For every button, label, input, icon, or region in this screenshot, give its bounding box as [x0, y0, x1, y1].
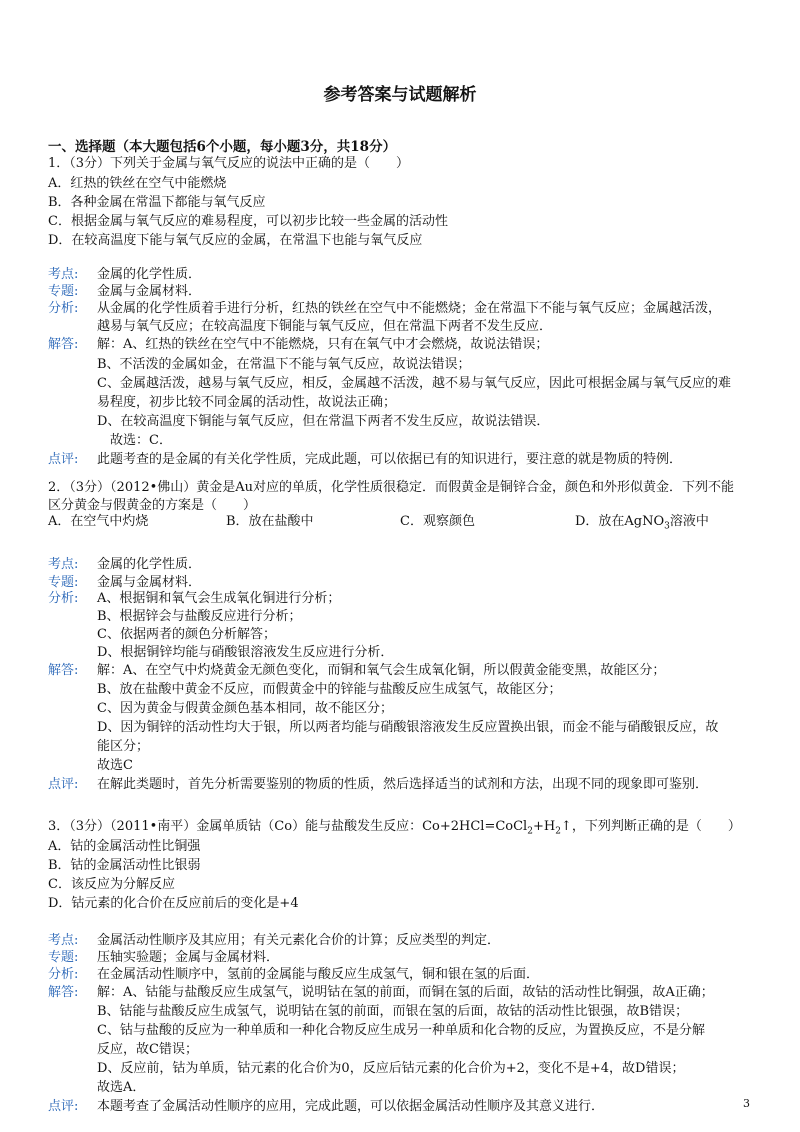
jieda-text: B、钴能与盐酸反应生成氢气，说明钴在氢的前面，而银在氢的后面，故钴的活动性比银强，故B错误； [97, 1004, 689, 1019]
option-d: D．钴元素的化合价在反应前后的变化是+4 [48, 896, 299, 911]
jieda-text: 解：A、在空气中灼烧黄金无颜色变化，而铜和氧气会生成氧化铜，所以假黄金能变黑，故能区分； [97, 663, 666, 678]
label-fenxi: 分析: [48, 301, 79, 316]
label-kaodian: 考点: [48, 933, 79, 948]
kaodian-text: 金属的化学性质． [97, 557, 202, 572]
dianping-text: 在解此类题时，首先分析需要鉴别的物质的性质，然后选择适当的试剂和方法，出现不同的现象即可鉴别． [97, 777, 709, 792]
question-stem: 区分黄金与假黄金的方案是（ ） [48, 498, 257, 513]
dianping-text: 本题考查了金属活动性顺序的应用，完成此题，可以依据金属活动性顺序及其意义进行． [97, 1099, 605, 1114]
label-kaodian: 考点: [48, 267, 79, 282]
fenxi-text: A、根据铜和氧气会生成氧化铜进行分析； [97, 591, 341, 606]
label-fenxi: 分析: [48, 591, 79, 606]
jieda-text: B、不活泼的金属如金，在常温下不能与氧气反应，故说法错误； [97, 357, 471, 372]
page-title: 参考答案与试题解析 [323, 85, 477, 105]
option-d: D．在较高温度下能与氧气反应的金属，在常温下也能与氧气反应 [48, 233, 423, 248]
fenxi-text: B、根据锌会与盐酸反应进行分析； [97, 609, 302, 624]
jieda-text: 故选C [97, 758, 133, 773]
label-fenxi: 分析: [48, 967, 79, 982]
jieda-text: C、因为黄金与假黄金颜色基本相同，故不能区分； [97, 701, 393, 716]
zhuanti-text: 金属与金属材料． [97, 284, 202, 299]
fenxi-text: D、根据铜锌均能与硝酸银溶液发生反应进行分析． [97, 645, 394, 660]
label-dianping: 点评: [48, 777, 79, 792]
option-d-sub: 3 [664, 521, 670, 532]
fenxi-text: 从金属的化学性质着手进行分析，红热的铁丝在空气中不能燃烧；金在常温下不能与氧气反应；金属越活泼， [97, 301, 722, 316]
page-number: 3 [743, 1097, 750, 1110]
question-stem: 2．（3分）（2012•佛山）黄金是Au对应的单质，化学性质很稳定．而假黄金是铜锌合金，颜色和外形似黄金．下列不能 [48, 480, 735, 495]
stem-part: 3．（3分）（2011•南平）金属单质钴（Co）能与盐酸发生反应：Co+2HCl=CoCl [48, 819, 528, 834]
dianping-text: 此题考查的是金属的有关化学性质，完成此题，可以依据已有的知识进行，要注意的就是物质的特例． [97, 452, 683, 467]
jieda-text: C、钴与盐酸的反应为一种单质和一种化合物反应生成另一种单质和化合物的反应，为置换反应，不是分解 [97, 1023, 705, 1038]
section-heading: 一、选择题（本大题包括6个小题，每小题3分，共18分） [48, 139, 397, 155]
option-b: B．各种金属在常温下都能与氧气反应 [48, 195, 266, 210]
zhuanti-text: 金属与金属材料． [97, 575, 202, 590]
option-a: A．钴的金属活动性比铜强 [48, 839, 201, 854]
label-zhuanti: 专题: [48, 950, 79, 965]
jieda-text: D、因为铜锌的活动性均大于银，所以两者均能与硝酸银溶液发生反应置换出银，而金不能与硝酸银反应，故 [97, 720, 719, 735]
jieda-text: 能区分； [97, 739, 150, 754]
label-zhuanti: 专题: [48, 284, 79, 299]
jieda-text: 反应，故C错误； [97, 1042, 198, 1057]
jieda-text: 故选：C． [110, 433, 172, 448]
label-dianping: 点评: [48, 452, 79, 467]
question-stem: 1．（3分）下列关于金属与氧气反应的说法中正确的是（ ） [48, 156, 410, 171]
option-d [575, 513, 709, 536]
label-jieda: 解答: [48, 663, 79, 678]
jieda-text: D、反应前，钴为单质，钴元素的化合价为0，反应后钴元素的化合价为+2，变化不是+4，故D错误； [97, 1061, 685, 1076]
option-c: C．根据金属与氧气反应的难易程度，可以初步比较一些金属的活动性 [48, 214, 448, 229]
label-jieda: 解答: [48, 985, 79, 1000]
option-b: B．放在盐酸中 [226, 514, 314, 529]
stem-part: +H [532, 819, 556, 834]
option-d-pre: D．放在AgNO [575, 514, 665, 529]
option-c: C．观察颜色 [400, 514, 475, 529]
jieda-text: 解：A、红热的铁丝在空气中不能燃烧，只有在氧气中才会燃烧，故说法错误； [97, 337, 549, 352]
label-zhuanti: 专题: [48, 575, 79, 590]
option-b: B．钴的金属活动性比银弱 [48, 858, 201, 873]
jieda-text: 故选A． [97, 1080, 146, 1095]
stem-sub: 2 [555, 826, 561, 837]
stem-part: ↑，下列判断正确的是（ ） [560, 819, 741, 834]
label-kaodian: 考点: [48, 557, 79, 572]
zhuanti-text: 压轴实验题；金属与金属材料． [97, 950, 280, 965]
jieda-text: 解：A、钴能与盐酸反应生成氢气，说明钴在氢的前面，而铜在氢的后面，故钴的活动性比铜强，故A正确； [97, 985, 714, 1000]
option-c: C．该反应为分解反应 [48, 877, 175, 892]
jieda-text: C、金属越活泼，越易与氧气反应，相反，金属越不活泼，越不易与氧气反应，因此可根据金属与氧气反应的难 [97, 376, 731, 391]
kaodian-text: 金属活动性顺序及其应用；有关元素化合价的计算；反应类型的判定． [97, 933, 501, 948]
option-a: A．在空气中灼烧 [48, 514, 149, 529]
option-d-post: 溶液中 [669, 514, 709, 529]
stem-sub: 2 [527, 826, 533, 837]
label-dianping: 点评: [48, 1099, 79, 1114]
option-a: A．红热的铁丝在空气中能燃烧 [48, 176, 227, 191]
label-jieda: 解答: [48, 337, 79, 352]
kaodian-text: 金属的化学性质． [97, 267, 202, 282]
fenxi-text: C、依据两者的颜色分析解答； [97, 627, 276, 642]
jieda-text: D、在较高温度下铜能与氧气反应，但在常温下两者不发生反应，故说法错误． [97, 414, 550, 429]
fenxi-text: 在金属活动性顺序中，氢前的金属能与酸反应生成氢气，铜和银在氢的后面． [97, 967, 540, 982]
jieda-text: B、放在盐酸中黄金不反应，而假黄金中的锌能与盐酸反应生成氢气，故能区分； [97, 682, 562, 697]
fenxi-text: 越易与氧气反应；在较高温度下铜能与氧气反应，但在常温下两者不发生反应． [97, 319, 553, 334]
jieda-text: 易程度，初步比较不同金属的活动性，故说法正确； [97, 395, 397, 410]
